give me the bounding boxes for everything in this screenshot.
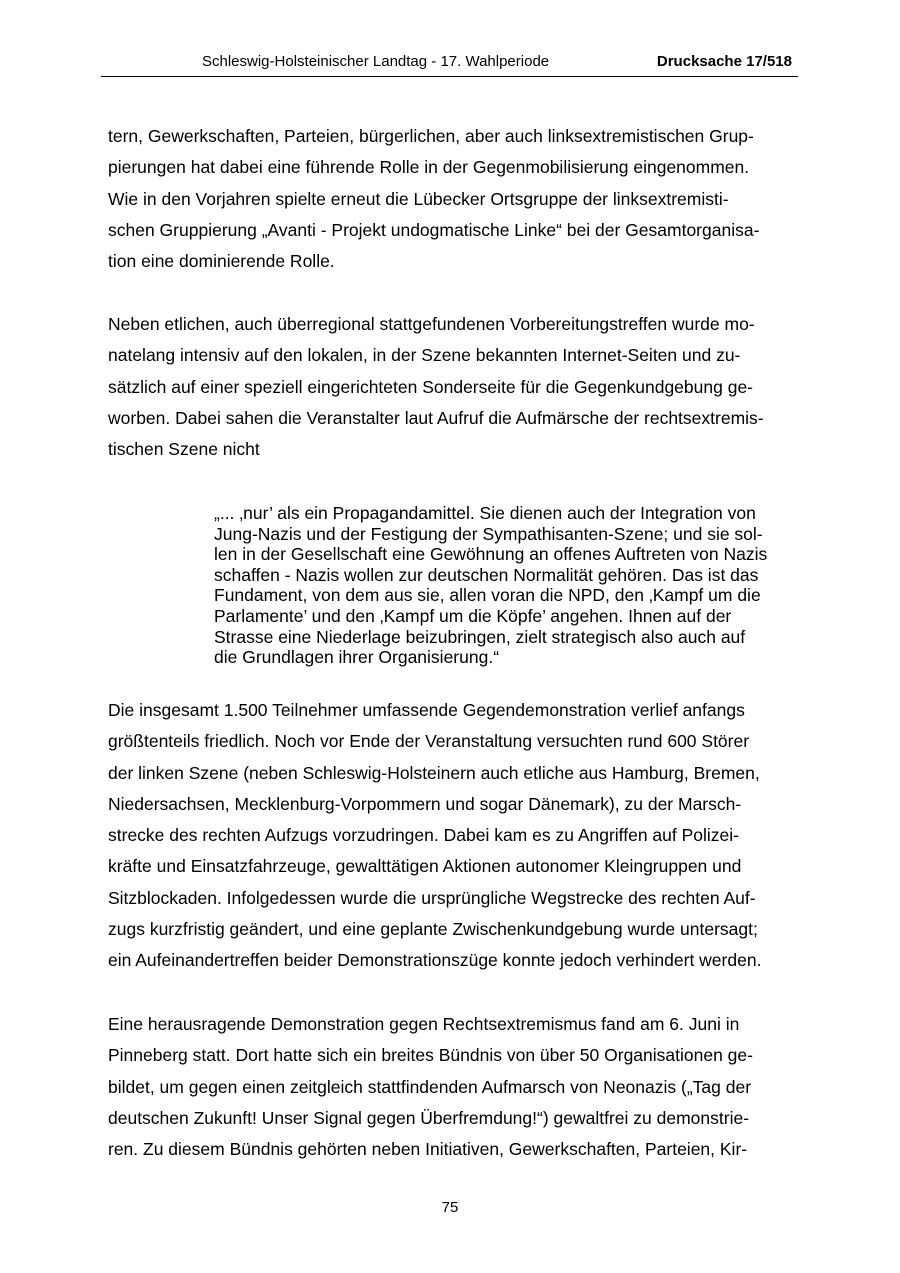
paragraph-3: [108, 695, 798, 977]
block-quote: [214, 503, 804, 668]
text-line: größtenteils friedlich. Noch vor Ende der Veranstaltung versuchten rund 600 Störer: [108, 731, 750, 752]
text-line: der linken Szene (neben Schleswig-Holsteinern auch etliche aus Hamburg, Bremen,: [108, 762, 760, 783]
text-line: Eine herausragende Demonstration gegen Rechtsextremismus fand am 6. Juni in: [108, 1014, 740, 1034]
text-line: schen Gruppierung „Avanti - Projekt undogmatische Linke“ bei der Gesamtorganisa-: [108, 219, 760, 240]
text-line: tion eine dominierende Rolle.: [108, 251, 335, 272]
text-line: tischen Szene nicht: [108, 439, 260, 460]
document-number: Drucksache 17/518: [656, 53, 792, 70]
text-line: strecke des rechten Aufzugs vorzudringen. Dabei kam es zu Angriffen auf Polizei-: [108, 825, 739, 846]
text-line: sätzlich auf einer speziell eingerichteten Sonderseite für die Gegenkundgebung ge-: [108, 376, 754, 397]
text-line: Sitzblockaden. Infolgedessen wurde die ursprüngliche Wegstrecke des rechten Auf-: [108, 887, 756, 908]
text-line: Wie in den Vorjahren spielte erneut die Lübecker Ortsgruppe der linksextremisti-: [108, 188, 729, 209]
paragraph-4: [108, 1009, 798, 1165]
text-line: tern, Gewerkschaften, Parteien, bürgerlichen, aber auch linksextremistischen Grup-: [108, 126, 754, 146]
text-line: bildet, um gegen einen zeitgleich stattfindenden Aufmarsch von Neonazis („Tag der: [108, 1076, 752, 1097]
page-header: [101, 52, 798, 77]
quote-line: Fundament, von dem aus sie, allen voran die NPD, den ‚Kampf um die: [214, 585, 761, 606]
quote-line: Strasse eine Niederlage beizubringen, zielt strategisch also auch auf: [214, 626, 746, 647]
quote-line: len in der Gesellschaft eine Gewöhnung an offenes Auftreten von Nazis: [214, 544, 768, 565]
header-title: Schleswig-Holsteinischer Landtag - 17. Wahlperiode: [202, 53, 550, 70]
text-line: Pinneberg statt. Dort hatte sich ein breites Bündnis von über 50 Organisationen ge-: [108, 1045, 753, 1066]
paragraph-1: [108, 121, 798, 277]
quote-line: Parlamente’ und den ‚Kampf um die Köpfe’ angehen. Ihnen auf der: [214, 605, 732, 626]
text-line: deutschen Zukunft! Unser Signal gegen Überfremdung!“) gewaltfrei zu demonstrie-: [108, 1107, 750, 1128]
quote-line: Jung-Nazis und der Festigung der Sympathisanten-Szene; und sie sol-: [214, 523, 763, 544]
quote-line: schaffen - Nazis wollen zur deutschen Normalität gehören. Das ist das: [214, 564, 759, 585]
text-line: pierungen hat dabei eine führende Rolle in der Gegenmobilisierung eingenommen.: [108, 157, 750, 178]
paragraph-2: [108, 309, 798, 465]
text-line: Die insgesamt 1.500 Teilnehmer umfassende Gegendemonstration verlief anfangs: [108, 700, 745, 720]
text-line: Neben etlichen, auch überregional stattgefundenen Vorbereitungstreffen wurde mo-: [108, 314, 755, 334]
quote-line: die Grundlagen ihrer Organisierung.“: [214, 647, 500, 668]
text-line: kräfte und Einsatzfahrzeuge, gewalttätigen Aktionen autonomer Kleingruppen und: [108, 856, 742, 877]
text-line: natelang intensiv auf den lokalen, in der Szene bekannten Internet-Seiten und zu-: [108, 345, 741, 366]
text-line: ren. Zu diesem Bündnis gehörten neben Initiativen, Gewerkschaften, Parteien, Kir-: [108, 1139, 748, 1160]
text-line: ein Aufeinandertreffen beider Demonstrationszüge konnte jedoch verhindert werden.: [108, 950, 762, 971]
quote-line: „... ‚nur’ als ein Propagandamittel. Sie dienen auch der Integration von: [214, 503, 756, 523]
text-line: worben. Dabei sahen die Veranstalter laut Aufruf die Aufmärsche der rechtsextremis-: [108, 407, 764, 428]
text-line: Niedersachsen, Mecklenburg-Vorpommern und sogar Dänemark), zu der Marsch-: [108, 793, 742, 814]
text-line: zugs kurzfristig geändert, und eine geplante Zwischenkundgebung wurde untersagt;: [108, 919, 758, 940]
page-number: 75: [441, 1199, 459, 1216]
